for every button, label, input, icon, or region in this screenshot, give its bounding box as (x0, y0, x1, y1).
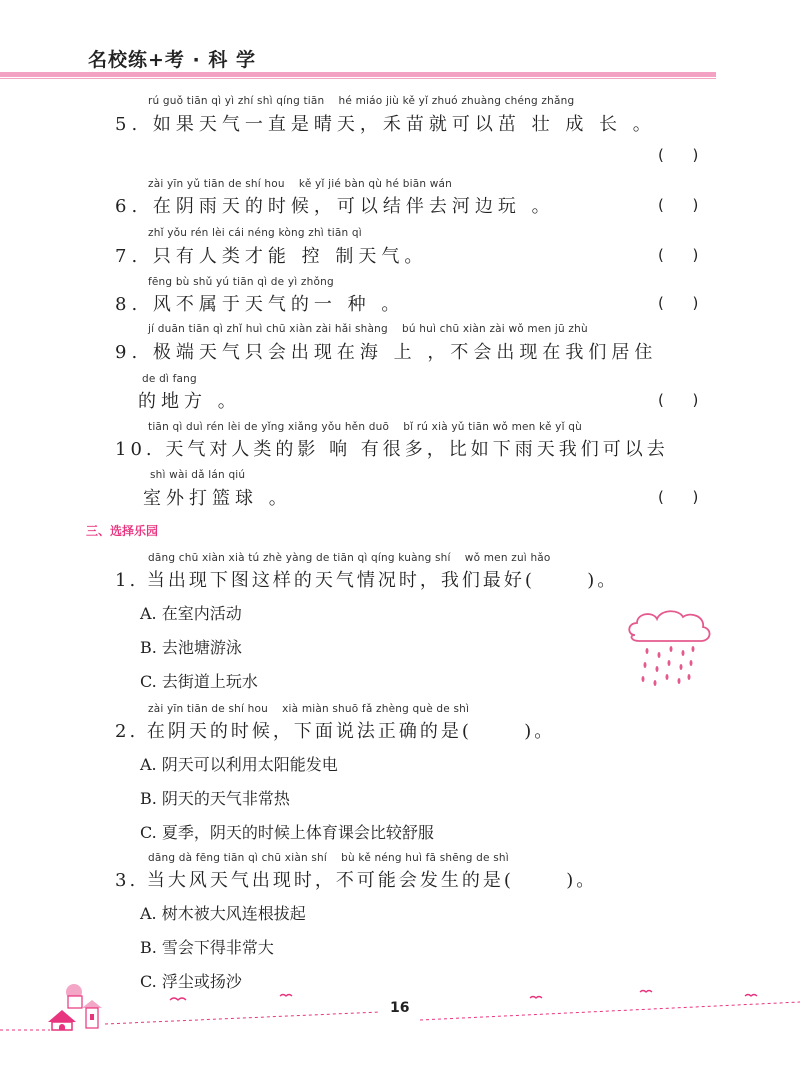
house-icon (48, 984, 102, 1030)
answer-blank[interactable]: ( ) (658, 488, 699, 506)
option-c[interactable]: C. 夏季，阴天的时候上体育课会比较舒服 (140, 823, 434, 842)
header-divider (0, 72, 716, 77)
header-divider-thin (0, 78, 716, 79)
option-a[interactable]: A. 在室内活动 (140, 604, 242, 623)
book-title: 名校练+考 · 科 学 (88, 49, 256, 71)
question-text: 8. 风不属于天气的一 种 。 (115, 294, 405, 315)
question-text: 9. 极端天气只会出现在海 上 ，不会出现在我们居住 (115, 342, 658, 363)
question-text: 10. 天气对人类的影 响 有很多，比如下雨天我们可以去 (115, 439, 669, 460)
question-text: 1. 当出现下图这样的天气情况时，我们最好( )。 (115, 570, 619, 591)
option-c[interactable]: C. 去街道上玩水 (140, 672, 258, 691)
answer-blank[interactable]: ( ) (658, 246, 699, 264)
option-b[interactable]: B. 雪会下得非常大 (140, 938, 274, 957)
pinyin-line: zhǐ yǒu rén lèi cái néng kòng zhì tiān qì (148, 227, 362, 239)
pinyin-line: dāng chū xiàn xià tú zhè yàng de tiān qì qíng kuàng shí wǒ men zuì hǎo (148, 552, 551, 564)
rain-cloud-illustration (625, 605, 715, 695)
pinyin-line: dāng dà fēng tiān qì chū xiàn shí bù kě néng huì fā shēng de shì (148, 852, 509, 864)
question-text: 3. 当大风天气出现时，不可能会发生的是( )。 (115, 870, 598, 891)
question-text: 7. 只有人类才能 控 制天气。 (115, 246, 428, 267)
pinyin-line: fēng bù shǔ yú tiān qì de yì zhǒng (148, 276, 334, 288)
option-b[interactable]: B. 去池塘游泳 (140, 638, 242, 657)
option-c[interactable]: C. 浮尘或扬沙 (140, 972, 242, 991)
option-a[interactable]: A. 阴天可以利用太阳能发电 (140, 755, 338, 774)
pinyin-line: zài yīn tiān de shí hou xià miàn shuō fǎ zhèng què de shì (148, 703, 470, 715)
question-text-continued: 室外打篮球 。 (143, 488, 292, 509)
answer-blank[interactable]: ( ) (658, 391, 699, 409)
pinyin-line: rú guǒ tiān qì yì zhí shì qíng tiān hé miáo jiù kě yǐ zhuó zhuàng chéng zhǎng (148, 95, 575, 107)
pinyin-line: shì wài dǎ lán qiú (150, 469, 246, 481)
option-a[interactable]: A. 树木被大风连根拔起 (140, 904, 306, 923)
answer-blank[interactable]: ( ) (658, 196, 699, 214)
page-number: 16 (390, 1000, 410, 1016)
question-text-continued: 的地方 。 (138, 391, 241, 412)
pinyin-line: jí duān tiān qì zhǐ huì chū xiàn zài hǎi shàng bú huì chū xiàn zài wǒ men jū zhù (148, 323, 588, 335)
section-title: 三、选择乐园 (86, 524, 159, 538)
pinyin-line: de dì fang (142, 373, 197, 385)
question-text: 5. 如果天气一直是晴天，禾苗就可以茁 壮 成 长 。 (115, 114, 656, 135)
option-b[interactable]: B. 阴天的天气非常热 (140, 789, 290, 808)
answer-blank[interactable]: ( ) (658, 146, 699, 164)
question-text: 6. 在阴雨天的时候，可以结伴去河边玩 。 (115, 196, 555, 217)
pinyin-line: zài yīn yǔ tiān de shí hou kě yǐ jié bàn qù hé biān wán (148, 178, 453, 190)
pinyin-line: tiān qì duì rén lèi de yǐng xiǎng yǒu hěn duō bǐ rú xià yǔ tiān wǒ men kě yǐ qù (148, 421, 582, 433)
answer-blank[interactable]: ( ) (658, 294, 699, 312)
question-text: 2. 在阴天的时候，下面说法正确的是( )。 (115, 721, 556, 742)
